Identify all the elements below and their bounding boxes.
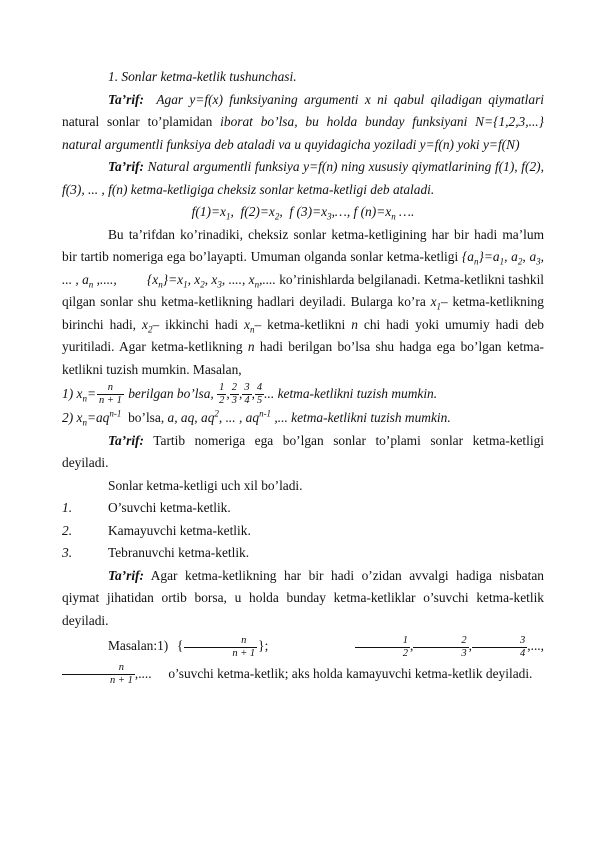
sequence-notation-x: $\{x_n\}=x_1$, $x_2$, $x_3$, ...., $x_n$,.... (146, 271, 276, 290)
definition-2-formula: $f(1)=x_1$, $f(2)=x_2$, f $(3)=x_3,\dots$, f $(n)=x_n$ …. (191, 204, 415, 222)
definition-text: Agar y=f(x) funksiyaning argumenti x ni qabul qiladigan qiymatlari natural sonlar to’plamidan iborat bo’lsa, bu holda bunday funksiyani N={1,2,3,...} natural argumentli funksiya deb ataladi va u quyidagicha yoziladi y=f(n) yoki y=f(N) (62, 91, 544, 152)
definition-label: Ta’rif: (108, 91, 144, 107)
example-1-sequence: $\frac{1}{2}$ , $\frac{2}{3}$ , $\frac{3}{4}$ , $\frac{4}{5}$ (219, 382, 263, 407)
definition-label: Ta’rif: (108, 567, 144, 583)
list-item: 2. Kamayuvchi ketma-ketlik. (62, 522, 251, 538)
example-3-sequence: $\frac{1}{2}$ , $\frac{2}{3}$ , $\frac{3}{4}$ ,..., $\frac{n}{n + 1}$ ,.... (62, 638, 544, 680)
definition-4 (62, 565, 544, 633)
sequence-notation-a: $\{a_n\}=a_1$, $a_2$, $a_3$, ... , $a_n$ ,...., (62, 249, 545, 290)
definition-text: Tartib nomeriga ega bo’lgan sonlar to’plami sonlar ketma-ketligi deyiladi. (62, 432, 544, 471)
definition-2 (62, 156, 544, 201)
paragraph-sequence-notation: Bu ta’rifdan ko’rinadiki, cheksiz sonlar ketma-ketligining har bir hadi ma’lum bir tartib nomeriga ega bo’layapti. Umuman olganda sonlar ketma-ketligi $\{a_n\}=a_1$, $a_2$, $a_3$, ... , $a_n$ ,...., $\{x_n\}=x_1$, $x_2$, $x_3$, ...., $x_n$,.... ko’rinishlarda belgilanadi. Ketma-ketlikni tashkil qilgan sonlar shu ketma-ketlikning hadlari deyiladi. Bularga ko’ra $x_1-$ ketma-ketlikning birinchi hadi, $x_2-$ ikkinchi hadi $x_n-$ ketma-ketlikni n chi hadi yoki umumiy hadi deb yuritiladi. Agar ketma-ketlikning n hadi berilgan bo’lsa shu hadga ega bo’lgan ketma-ketlikni tuzish mumkin. Masalan, (62, 226, 545, 377)
definition-1 (62, 89, 544, 157)
section-heading: 1. Sonlar ketma-ketlik tushunchasi. (108, 69, 297, 84)
definition-3 (62, 430, 544, 475)
example-1: 1) $x_n=$ $\frac{n}{n + 1}$ berilgan bo’lsa, $\frac{1}{2}$ , $\frac{2}{3}$ , $\frac{3}{4}$ , $\frac{4}{5}$ ... ketma-ketlikni tuzish mumkin. (62, 382, 438, 407)
list-item: 1. O’suvchi ketma-ketlik. (62, 500, 231, 516)
document-body (62, 66, 544, 687)
example-2: 2) $x_n=aq^{n-1}$ bo’lsa, a, aq, $aq^2$, ... , $aq^{n-1}$ ,... ketma-ketlikni tuzish mumkin. (62, 408, 451, 429)
definition-text: Agar ketma-ketlikning har bir hadi o’zidan avvalgi hadiga nisbatan qiymat jihatidan ortib borsa, u holda bunday ketma-ketliklar o’suvchi ketma-ketlik deyiladi. (62, 567, 544, 628)
definition-label: Ta’rif: (108, 159, 144, 174)
definition-text: Natural argumentli funksiya y=f(n) ning xususiy qiymatlarining f(1), f(2), f(3), ... , f(n) ketma-ketligiga cheksiz sonlar ketma-ketligi deb ataladi. (62, 159, 544, 197)
types-intro: Sonlar ketma-ketligi uch xil bo’ladi. (108, 477, 303, 493)
list-item: 3. Tebranuvchi ketma-ketlik. (62, 545, 250, 561)
example-3: Masalan:1) { $\frac{n}{n + 1}$ }; $\frac{1}{2}$ , $\frac{2}{3}$ , $\frac{3}{4}$ ,..., $\frac{n}{n + 1}$ ,.... o’suvchi ketma-ketlik; aks holda kamayuvchi ketma-ketlik deyiladi. (62, 632, 544, 687)
definition-label: Ta’rif: (108, 432, 144, 448)
fraction: $\frac{n}{n + 1}$ (99, 382, 122, 407)
types-list (62, 497, 544, 565)
